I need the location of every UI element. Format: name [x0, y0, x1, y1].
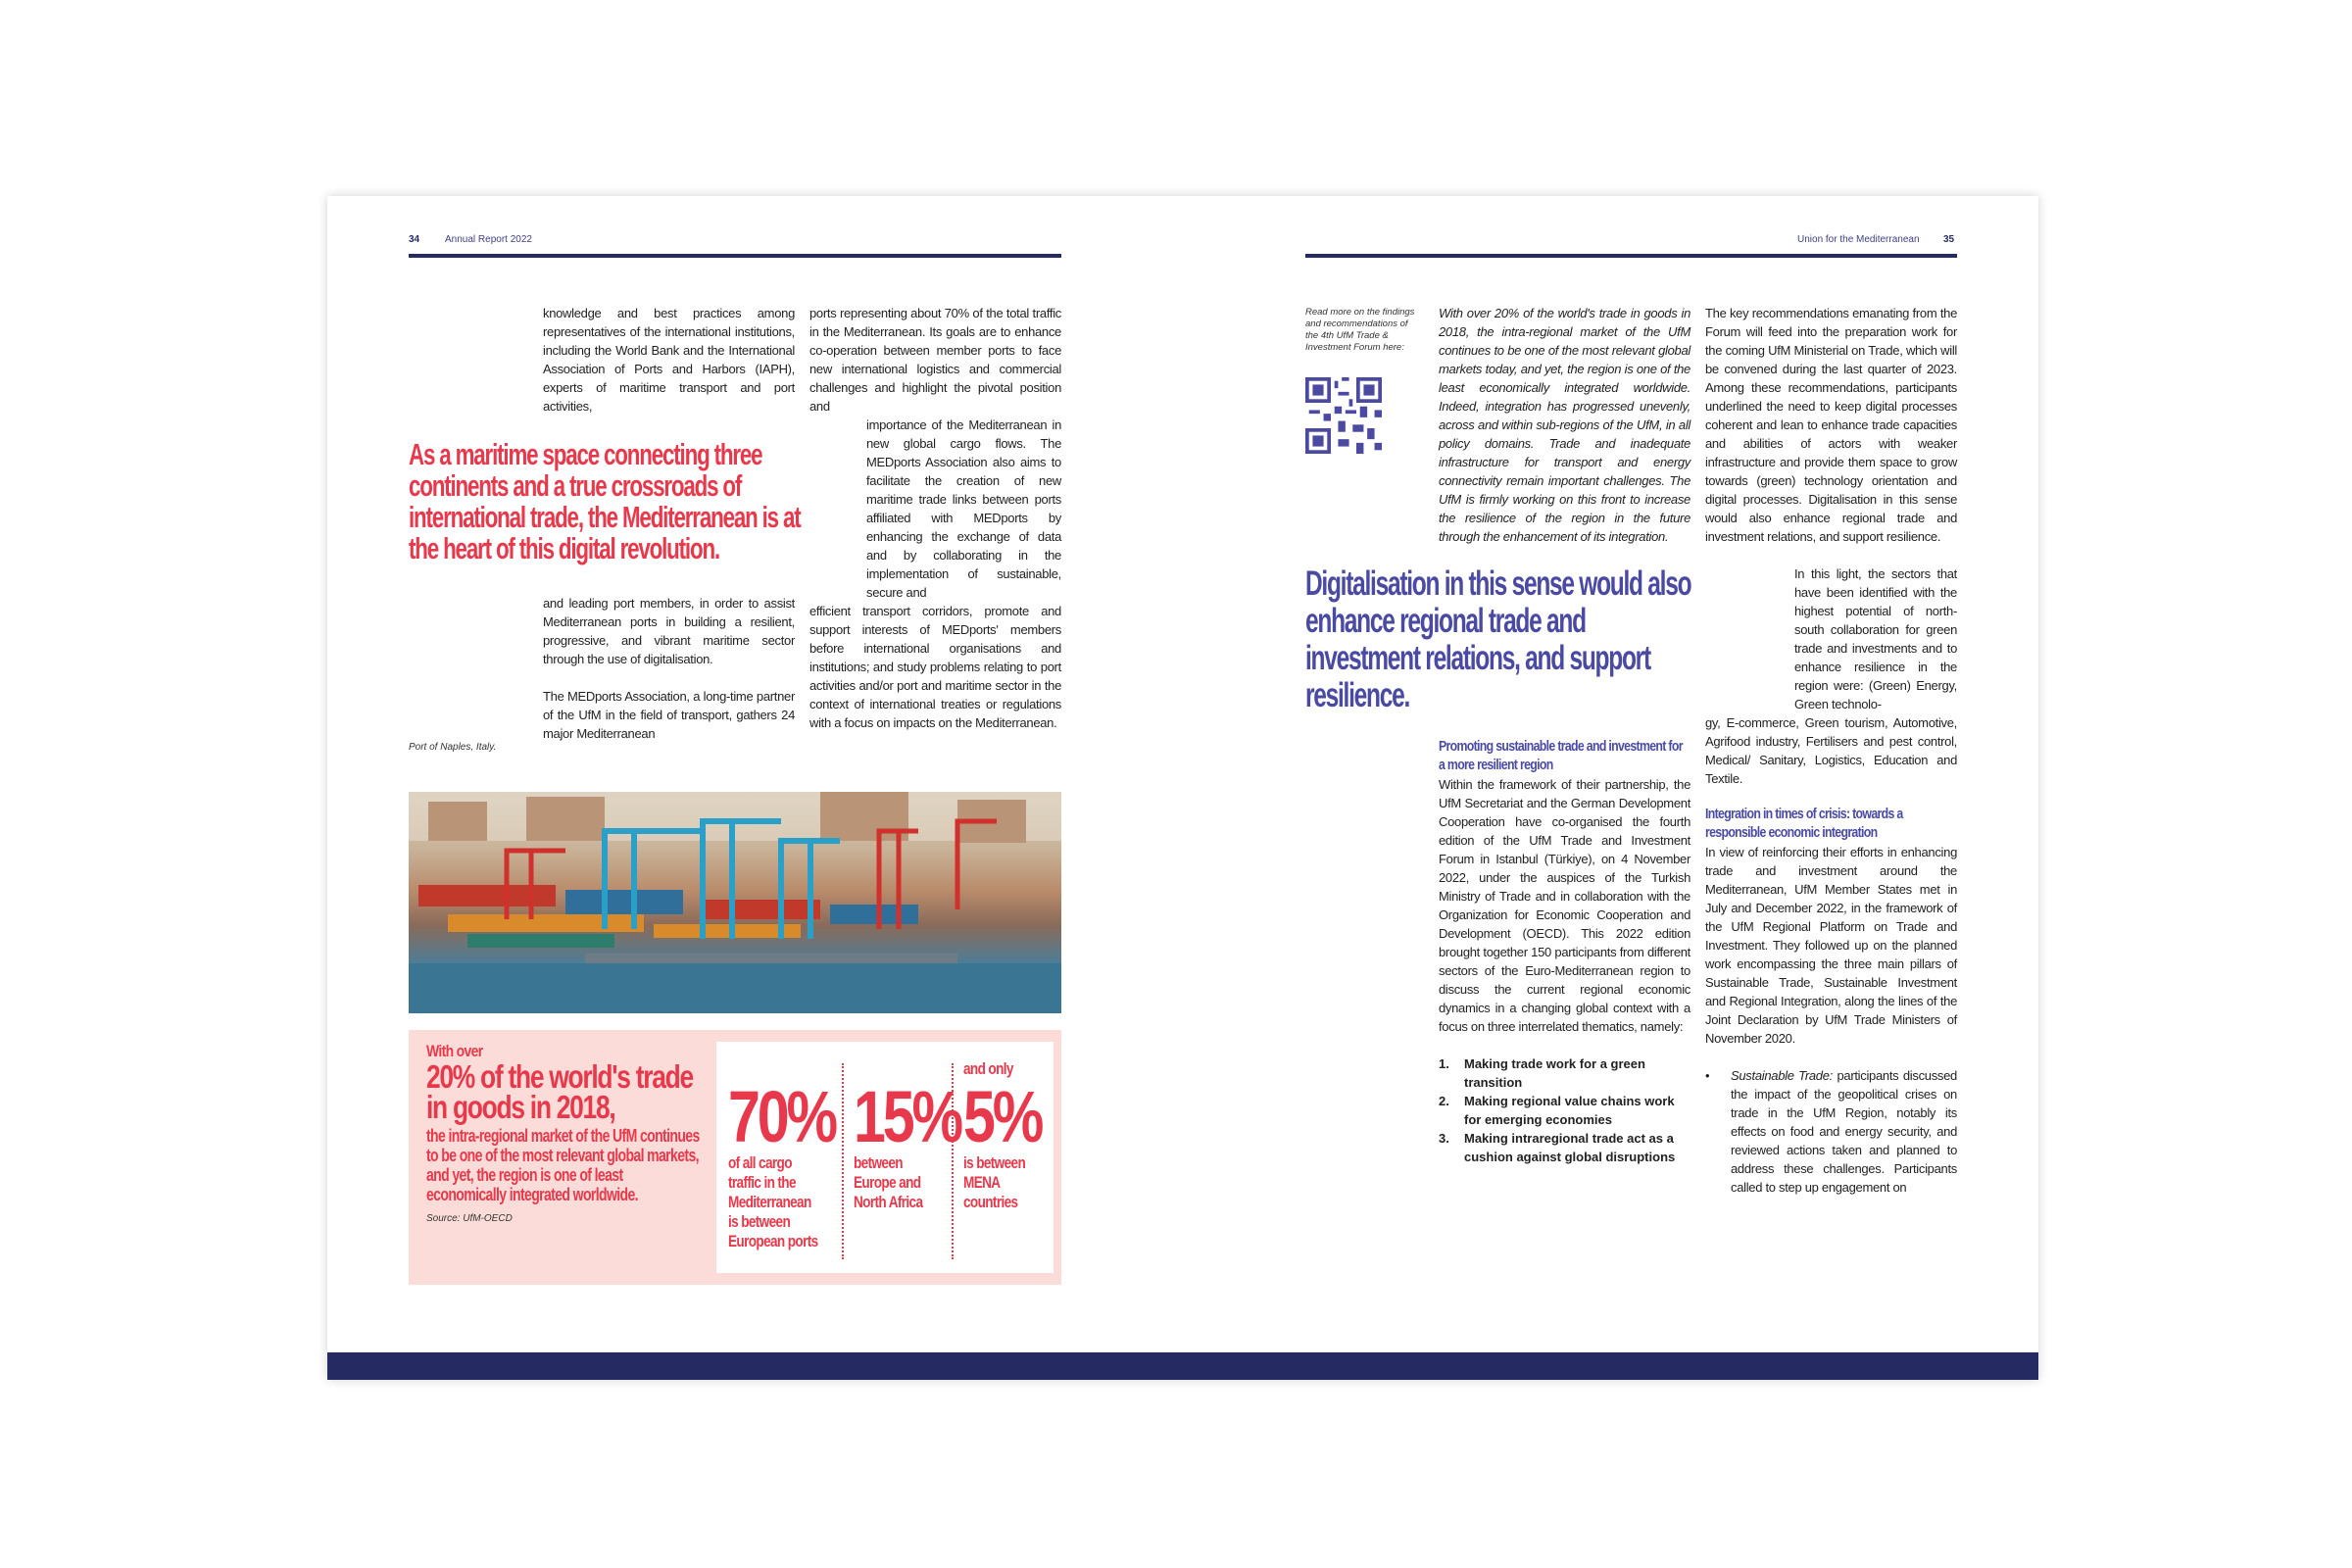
left-col1-para-b: and leading port members, in order to assist Mediterranean ports in building a resilient, progressive, and vibrant maritime sector through the use of digitalisation. — [543, 596, 795, 666]
infobox-body: the intra-regional market of the UfM continues to be one of the most relevant global markets, and yet, the region is one of least economically integrated worldwide. — [426, 1126, 700, 1204]
stat-value: 15% — [854, 1076, 960, 1157]
pull-quote-right: Digitalisation in this sense would also enhance regional trade and investment relations, and support resilience. — [1305, 564, 1691, 714]
bullet-sustainable-trade — [1705, 1066, 1957, 1197]
stat-value: 70% — [728, 1076, 835, 1157]
footer-band — [327, 1352, 2038, 1380]
theme-number: 2. — [1439, 1094, 1449, 1108]
running-header-right: Union for the Mediterranean — [1797, 234, 1920, 245]
left-column-2 — [809, 304, 1061, 732]
section2-body: In view of reinforcing their efforts in enhancing trade and investment around the Mediterranean, UfM Member States met in July and December 2022, in the framework of the UfM Regional Platform on Trade and Investment. They followed up on the planned work encompassing the three main pillars of Sustainable Trade, Sustainable Investment and Regional Integration, along the lines of the Joint Declaration by UfM Trade Ministers of November 2020. — [1705, 845, 1957, 1046]
stats-infobox — [409, 1030, 1061, 1285]
theme-number: 1. — [1439, 1056, 1449, 1071]
section-heading-sustainable-trade: Promoting sustainable trade and investment for a more resilient region — [1439, 739, 1683, 773]
theme-text: Making trade work for a green transition — [1464, 1056, 1645, 1090]
infobox-source: Source: UfM-OECD — [426, 1213, 513, 1224]
infobox-text — [426, 1042, 710, 1225]
stat-5 — [963, 1055, 1061, 1212]
stat-value: 5% — [963, 1076, 1042, 1157]
stat-label: of all cargo traffic in the Mediterranean is between European ports — [728, 1153, 818, 1250]
header-rule-right — [1305, 254, 1957, 258]
left-column-1 — [409, 304, 801, 743]
bullet-content — [1731, 1066, 1957, 1197]
header-rule-left — [409, 254, 1061, 258]
theme-number: 3. — [1439, 1131, 1449, 1146]
left-col2-para-b: importance of the Mediterranean in new global cargo flows. The MEDports Association also aims to facilitate the creation of new maritime trade links between ports affiliated with MEDports by enhancing the exchange of data and by collaborating in the implementation of sustainable, secure and — [866, 417, 1061, 600]
stats-panel — [716, 1042, 1054, 1273]
right-col2-para-a: The key recommendations emanating from the Forum will feed into the preparation work for the coming UfM Ministerial on Trade, which will be convened during the last quarter of 2023. Among these recommendations, participants underlined the need to keep digital processes coherent and lean to enhance trade capacities and abilities of actors with weaker infrastructure and provide them space to grow towards (green) technology orientation and digital processes. Digitalisation in this sense would also enhance regional trade and investment relations, and support resilience. — [1705, 306, 1957, 544]
left-col2-para-c: efficient transport corridors, promote and support interests of MEDports' members before international organisations and institutions; and study problems relating to port activities and/or port and maritime sector in the context of international treaties or regulations with a focus on impacts on the Mediterranean. — [809, 604, 1061, 730]
bullet-text: participants discussed the impact of the geopolitical crises on trade in the UfM Region, notably its effects on food and energy security, and reviewed actions taken and planned to address these challenges. Participants called to step up engagement on — [1731, 1068, 1957, 1195]
theme-text: Making regional value chains work for emerging economies — [1464, 1094, 1675, 1127]
theme-item — [1439, 1092, 1690, 1129]
infobox-intro: With over — [426, 1042, 483, 1060]
section1-body: Within the framework of their partnership, the UfM Secretariat and the German Development Cooperation have co-organised the fourth edition of the UfM Trade and Investment Forum in Istanbul (Türkiye), on 4 November 2022, under the auspices of the Turkish Ministry of Trade and in collaboration with the Organization for Economic Cooperation and Development (OECD). This 2022 edition brought together 150 participants from different sectors of the Euro-Mediterranean region to discuss the current regional economic dynamics in a changing global context with a focus on three interrelated thematics, namely: — [1439, 777, 1690, 1034]
left-col1-para-a: knowledge and best practices among representatives of the international institutions, including the World Bank and the International Association of Ports and Harbors (IAPH), experts of maritime transport and port activities, — [543, 306, 795, 414]
qr-caption: Read more on the findings and recommendations of the 4th UfM Trade & Investment Forum here: — [1305, 307, 1415, 353]
theme-text: Making intraregional trade act as a cushion against global disruptions — [1464, 1131, 1676, 1164]
right-col2-para-c: gy, E-commerce, Green tourism, Automotive, Agrifood industry, Fertilisers and pest control, Medical/ Sanitary, Logistics, Education and Textile. — [1705, 715, 1957, 786]
left-col2-para-a: ports representing about 70% of the total traffic in the Mediterranean. Its goals are to enhance co-operation between member ports to face new international logistics and commercial challenges and highlight the pivotal position and — [809, 306, 1061, 414]
right-column-2 — [1705, 304, 1957, 1197]
right-col2-para-b: In this light, the sectors that have been identified with the highest potential of north-south collaboration for green trade and investments and to enhance resilience in the region were: (Green) Energy, Green technolo- — [1794, 566, 1957, 711]
page-number-left: 34 — [409, 234, 420, 245]
infobox-headline: 20% of the world's trade in goods in 2018, — [426, 1058, 693, 1125]
bullet-dot: • — [1705, 1068, 1710, 1083]
port-of-naples-photo — [409, 792, 1061, 1013]
pull-quote-left: As a maritime space connecting three continents and a true crossroads of international trade, the Mediterranean is at the heart of this digital revolution. — [409, 437, 801, 565]
stat-label: is between MENA countries — [963, 1153, 1026, 1211]
running-header-left: Annual Report 2022 — [445, 234, 532, 245]
dotted-divider — [842, 1063, 844, 1259]
left-col1-para-c: The MEDports Association, a long-time partner of the UfM in the field of transport, gathers 24 major Mediterranean — [543, 689, 795, 741]
page-number-right: 35 — [1943, 234, 1955, 245]
themes-list — [1439, 1054, 1690, 1166]
photo-caption: Port of Naples, Italy. — [409, 742, 497, 753]
stat-label: between Europe and North Africa — [854, 1153, 923, 1211]
bullet-label: Sustainable Trade: — [1731, 1068, 1833, 1083]
port-illustration — [409, 792, 1061, 1013]
stat-prefix: and only — [963, 1059, 1013, 1078]
theme-item — [1439, 1054, 1690, 1092]
section-heading-integration: Integration in times of crisis: towards a responsible economic integration — [1705, 807, 1903, 841]
qr-code-icon[interactable] — [1305, 377, 1382, 454]
theme-item — [1439, 1129, 1690, 1166]
dotted-divider — [952, 1063, 954, 1259]
intro-italic-paragraph: With over 20% of the world's trade in goods in 2018, the intra-regional market of the UfM continues to be one of the most relevant global markets today, and yet, the region is one of the least economically integrated worldwide. Indeed, integration has progressed unevenly, across and within sub-regions of the UfM, in all policy domains. Trade and inadequate infrastructure for transport and energy connectivity remain important challenges. The UfM is firmly working on this front to increase the resilience of the region in the future through the enhancement of its integration. — [1439, 306, 1690, 544]
